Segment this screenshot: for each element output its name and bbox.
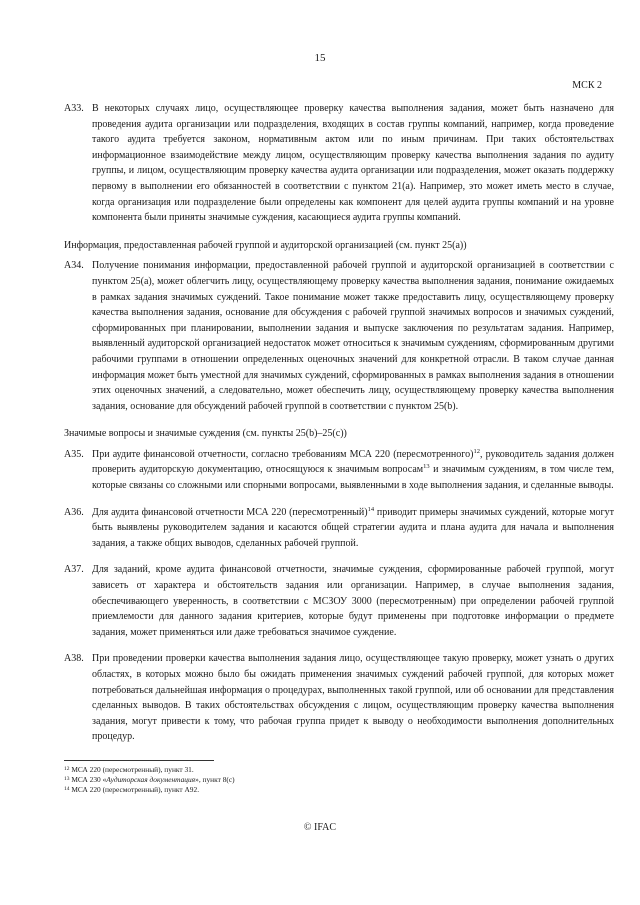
text-run: При аудите финансовой отчетности, согласно требованиям МСА 220 (пересмотренного) [92, 448, 474, 460]
footnote-divider [64, 760, 214, 761]
footnote-ref-14: 14 [367, 505, 375, 513]
page-number: 15 [314, 52, 326, 64]
paragraph-text: Для заданий, кроме аудита финансовой отчетности, значимые суждения, сформированные рабочей группой, могут зависеть от характера и обстоятельств задания или организации. Например, в случае выполнения задания, обеспечивающего уверенность, в соответствии с МСЗОУ 3000 (пересмотренным) при определении рабочей группой приемлемости для данного задания критериев, которые будут применены при подготовке информации о предмете задания, может применяться или даже требоваться значимое суждение. [92, 564, 614, 638]
paragraph-number: A35. [64, 448, 84, 460]
footnote-text: », пункт 8(c) [195, 775, 235, 784]
footnote-text: МСА 220 (пересмотренный), пункт A92. [69, 785, 200, 794]
section-heading-significant-matters: Значимые вопросы и значимые суждения (см. пункты 25(b)–25(c)) [64, 428, 347, 440]
paragraph-number: A36. [64, 506, 84, 518]
paragraph-number: A38. [64, 653, 84, 665]
document-code: МСК 2 [572, 80, 602, 91]
text-run: приводит примеры значимых суждений, которые могут быть выявлены руководителем задания и касаются общей стратегии аудита и плана аудита для начала и выполнения задания, а также общих выводов, сделанных рабочей группой. [92, 506, 614, 549]
paragraph-number: A37. [64, 564, 84, 576]
footnote-number: 14 [64, 786, 70, 792]
copyright: © IFAC [303, 822, 337, 833]
paragraph-a36 [64, 505, 614, 552]
footnote-number: 12 [64, 766, 70, 772]
footnote-12 [64, 765, 235, 775]
paragraph-text: В некоторых случаях лицо, осуществляющее проверку качества выполнения задания, может быть назначено для проведения аудита организации или подразделения, входящих в состав группы компаний, например, когда проведение такого аудита требуется законом, нормативным актом или по иным причинам. При таких обстоятельствах информационное взаимодействие между лицом, осуществляющим проверку качества выполнения задания по аудиту группы, и лицом, осуществляющим проверку качества аудита организации или подразделения, может оказать поддержку первому в выполнении его обязанностей в соответствии с пунктом 21(a). Например, это может иметь место в случае, когда организация или подразделение были определены как компонент для целей аудита группы компаний и на уровне компонента были приняты значимые суждения, касающиеся аудита группы компаний. [92, 103, 614, 224]
paragraph-number: A34. [64, 260, 84, 272]
footnote-ref-12: 12 [473, 447, 480, 455]
footnote-14 [64, 785, 235, 795]
paragraph-text [92, 505, 614, 552]
paragraph-text: Получение понимания информации, предоставленной рабочей группой и аудиторской организацией в соответствии с пунктом 25(a), может облегчить лицу, осуществляющему проверку качества выполнения задания, понимание ожидаемых в рамках задания значимых суждений. Такое понимание может также предоставить лицу, осуществляющему проверку качества выполнения задания, основание для обсуждения с рабочей группой значимых вопросов и значимых суждений, сформированных при планировании, выполнении задания и выпуске заключения по результатам задания. Например, выявленный аудиторской организацией недостаток может относиться к значимым суждениям, сформированным другими рабочими группами в отношении определенных оценочных значений для конкретной отрасли. В таком случае данная информация может быть уместной для значимых суждений, сформированных в рамках выполнения задания в отношении этих оценочных значений, а следовательно, может обеспечить лицу, осуществляющему проверку качества выполнения задания, основание для обсуждений рабочей группой в соответствии с пунктом 25(b). [92, 260, 614, 412]
footnote-number: 13 [64, 776, 70, 782]
text-run: Для аудита финансовой отчетности МСА 220 (пересмотренный) [92, 506, 368, 518]
text-run: и значимым суждениям, в том числе тем, которые связаны со сложными или спорными вопросами, выявленными в ходе выполнения задания, и сделанные выводы. [92, 464, 615, 492]
footnotes [64, 765, 235, 795]
footnote-italic-title: Аудиторская документация [106, 775, 196, 784]
text-run: , руководитель задания должен проверить аудиторскую документацию, относящуюся к значимым вопросам [92, 448, 614, 476]
paragraph-text [92, 447, 614, 494]
page-body [64, 101, 614, 745]
footnote-ref-13: 13 [423, 463, 430, 471]
paragraph-text: При проведении проверки качества выполнения задания лицо, осуществляющее такую проверку, может узнать о других областях, в которых можно было бы ожидать применения значимых суждений рабочей группой, для которых может потребоваться дальнейшая информация о процедурах, выполненных такой группой, или об основании для представления сделанных выводов. В таких обстоятельствах обсуждения с лицом, осуществляющим проверку качества выполнения задания, могут привести к тому, что рабочая группа придет к выводу о необходимости выполнения дополнительных процедур. [92, 653, 614, 743]
paragraph-a37 [64, 562, 614, 640]
footnote-13 [64, 775, 235, 785]
section-heading-information: Информация, предоставленная рабочей группой и аудиторской организацией (см. пункт 25(a)) [64, 239, 467, 251]
paragraph-number: A33. [64, 103, 84, 114]
footnote-text: МСА 230 « [69, 775, 107, 784]
paragraph-a35 [64, 447, 614, 494]
paragraph-a33 [64, 101, 614, 226]
paragraph-a34 [64, 258, 614, 414]
footnote-text: МСА 220 (пересмотренный), пункт 31. [69, 765, 194, 774]
paragraph-a38 [64, 651, 614, 745]
